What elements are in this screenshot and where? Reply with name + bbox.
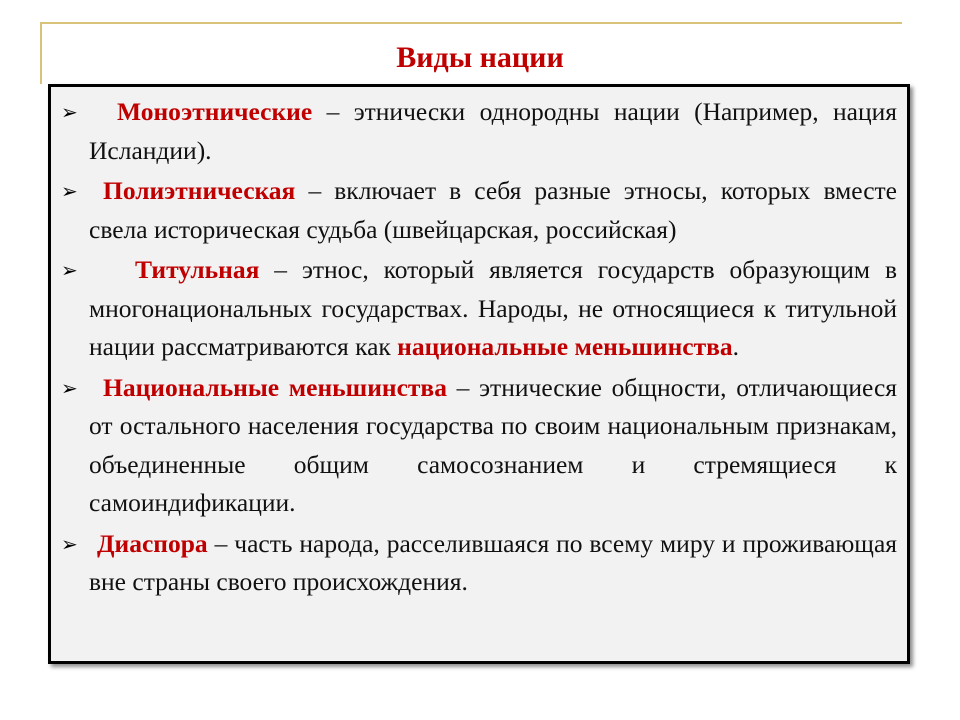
emphasis-national-minorities: национальные меньшинства — [397, 332, 733, 361]
term-diaspora: Диаспора — [97, 528, 208, 558]
list-item-diaspora — [61, 525, 897, 602]
definition-titular-tail: . — [732, 332, 740, 361]
arrow-check-bullet-icon: ➢ — [61, 375, 78, 400]
definition-national-minorities: – этнические общности, отличающиеся от остального населения государства по своим национальным признакам, объединенные общим самосознанием и стремящиеся к самоиндификации. — [89, 372, 897, 517]
definition-monoethnic: – этнически однородны нации (Например, нация Исландии). — [89, 97, 897, 165]
definition-list — [51, 87, 907, 602]
decorative-frame-top-line — [40, 22, 902, 24]
term-monoethnic: Моноэтнические — [117, 97, 313, 126]
definition-diaspora: – часть народа, расселившаяся по всему миру и проживающая вне страны своего происхождения. — [89, 528, 897, 596]
arrow-check-bullet-icon: ➢ — [61, 100, 78, 124]
term-polyethnic: Полиэтническая — [103, 176, 296, 205]
arrow-check-bullet-icon: ➢ — [61, 179, 78, 203]
list-item-monoethnic — [61, 93, 897, 170]
definition-titular: – этнос, который является государств образующим в многонациональных государствах. Народы, не относящиеся к титульной нации рассматриваются как — [89, 255, 897, 361]
term-titular: Титульная — [135, 255, 260, 284]
definition-polyethnic: – включает в себя разные этносы, которых вместе свела историческая судьба (швейцарская, российская) — [89, 176, 897, 244]
term-national-minorities: Национальные меньшинства — [103, 372, 447, 402]
content-box — [48, 84, 910, 664]
list-item-titular — [61, 251, 897, 367]
list-item-national-minorities — [61, 369, 897, 523]
slide-title: Виды нации — [396, 41, 564, 74]
arrow-check-bullet-icon: ➢ — [61, 531, 78, 556]
list-item-polyethnic — [61, 172, 897, 249]
arrow-check-bullet-icon: ➢ — [61, 258, 78, 282]
